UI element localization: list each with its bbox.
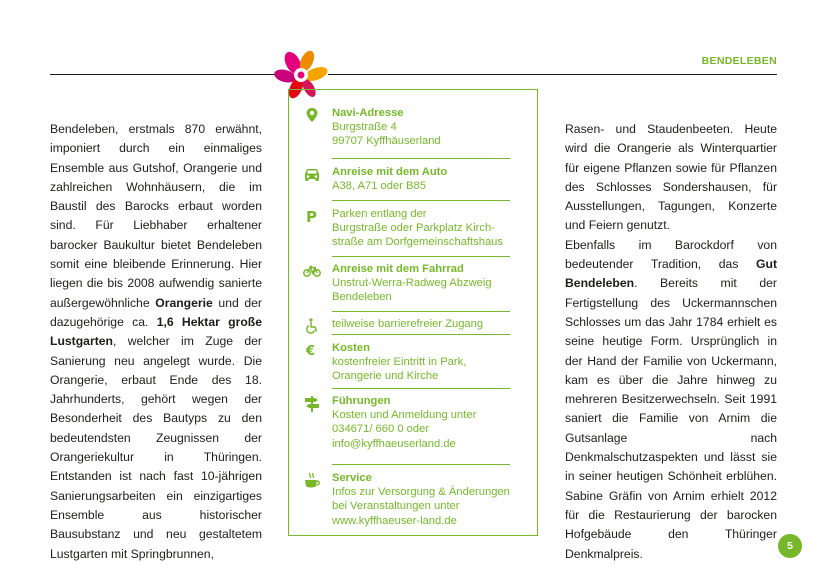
svg-text:€: € [306,344,316,358]
coffee-cup-icon [303,472,321,490]
info-box: Navi-Adresse Burgstraße 4 99707 Kyffhäuserland Anreise mit dem Auto A38, A71 oder B85 P Parken entlang der Burgstraße oder Parkplatz Kirch- straße am Dorfgemeinschaftshaus Anreise mit dem Fahrrad Unstrut-Werra-Radweg Abzweig Bendeleben teilweise barrierefreier Zugang € Kosten kostenfreier Eintritt in Park, Orangerie und Kirche Führungen Kosten und Anmeldung unter 034671/ 660 0 oder info@kyffhaeuserland.de Service Infos zur Versorgung & Änderungen bei Veranstaltungen unter www.kyffhaeuser-land.de [288,89,538,536]
wheelchair-icon [303,318,321,334]
map-pin-icon [303,107,321,123]
section-title: BENDELEBEN [701,55,777,67]
header-rule-left [50,74,278,75]
info-separator [332,158,510,159]
svg-text:P: P [306,208,317,224]
service-website-link[interactable]: www.kyffhaeuser-land.de [332,514,457,527]
info-separator [332,200,510,201]
orangerie-highlight: Orangerie [155,295,213,310]
right-text-column: Rasen- und Staudenbeeten. Heute wird die Orangerie als Winterquartier für eigene Pflanzen sowie für Pflanzen des Schlosses Sondershausen, für Ausstellungen, Tagungen, Konzerte und Feiern genutzt. Ebenfalls im Barockdorf von bedeutender Tradition, das Gut Bendeleben. Bereits mit der Fertigstellung des Uckermannschen Schlosses um das Jahr 1784 erhielt es seine heutige Form. Ursprünglich in der Hand der Familie von Uckermann, kam es über die Jahre hinweg zu mehreren Besitzerwechseln. Seit 1991 saniert die Familie von Arnim die Gutsanlage nach Denkmalschutzaspekten und lässt sie in seiner heutigen Schönheit erblühen. Sabine Gräfin von Arnim erhielt 2012 für die Restaurierung der barocken Hofgebäude den Thüringer Denkmalpreis. [565,122,777,561]
car-icon [303,166,321,182]
left-text-column: Bendeleben, erstmals 870 erwähnt, imponiert durch ein einmaliges Ensemble aus Gutshof, Orangerie und zahlreichen Wohnhäusern, die im Baustil des Barocks erbaut worden sind. Für Liebhaber erhaltener barocker Baukultur bietet Bendeleben somit eine bleibende Erinnerung. Hier liegen die bis 2008 aufwendig sanierte außergewöhnliche Orangerie und der dazugehörige ca. 1,6 Hektar große Lustgarten, welcher im Zuge der Sanierung neu angelegt wurde. Die Orangerie, erbaut Ende des 18. Jahrhunderts, gehört wegen der Besonderheit des Bautyps zu den bedeutendsten Zeugnissen der Orangeriekultur in Thüringen. Entstanden ist nach fast 10-jährigen Sanierungsarbeiten ein einzigartiges Ensemble aus historischer Bausubstanz und neu gestaltetem Lustgarten mit Springbrunnen, [50,122,262,561]
info-separator [332,311,510,312]
gut-bendeleben-highlight: Gut Bendeleben [565,257,777,291]
signpost-icon [303,395,321,413]
lustgarten-highlight: 1,6 Hektar große Lustgarten [50,314,262,349]
parking-icon [303,208,321,224]
info-separator [332,464,510,465]
info-separator [332,388,510,389]
bicycle-icon [303,263,321,279]
header-rule-right [328,74,777,75]
euro-icon [303,342,321,358]
info-separator [332,256,510,257]
page-number-badge: 5 [778,534,802,558]
info-separator [332,334,510,335]
